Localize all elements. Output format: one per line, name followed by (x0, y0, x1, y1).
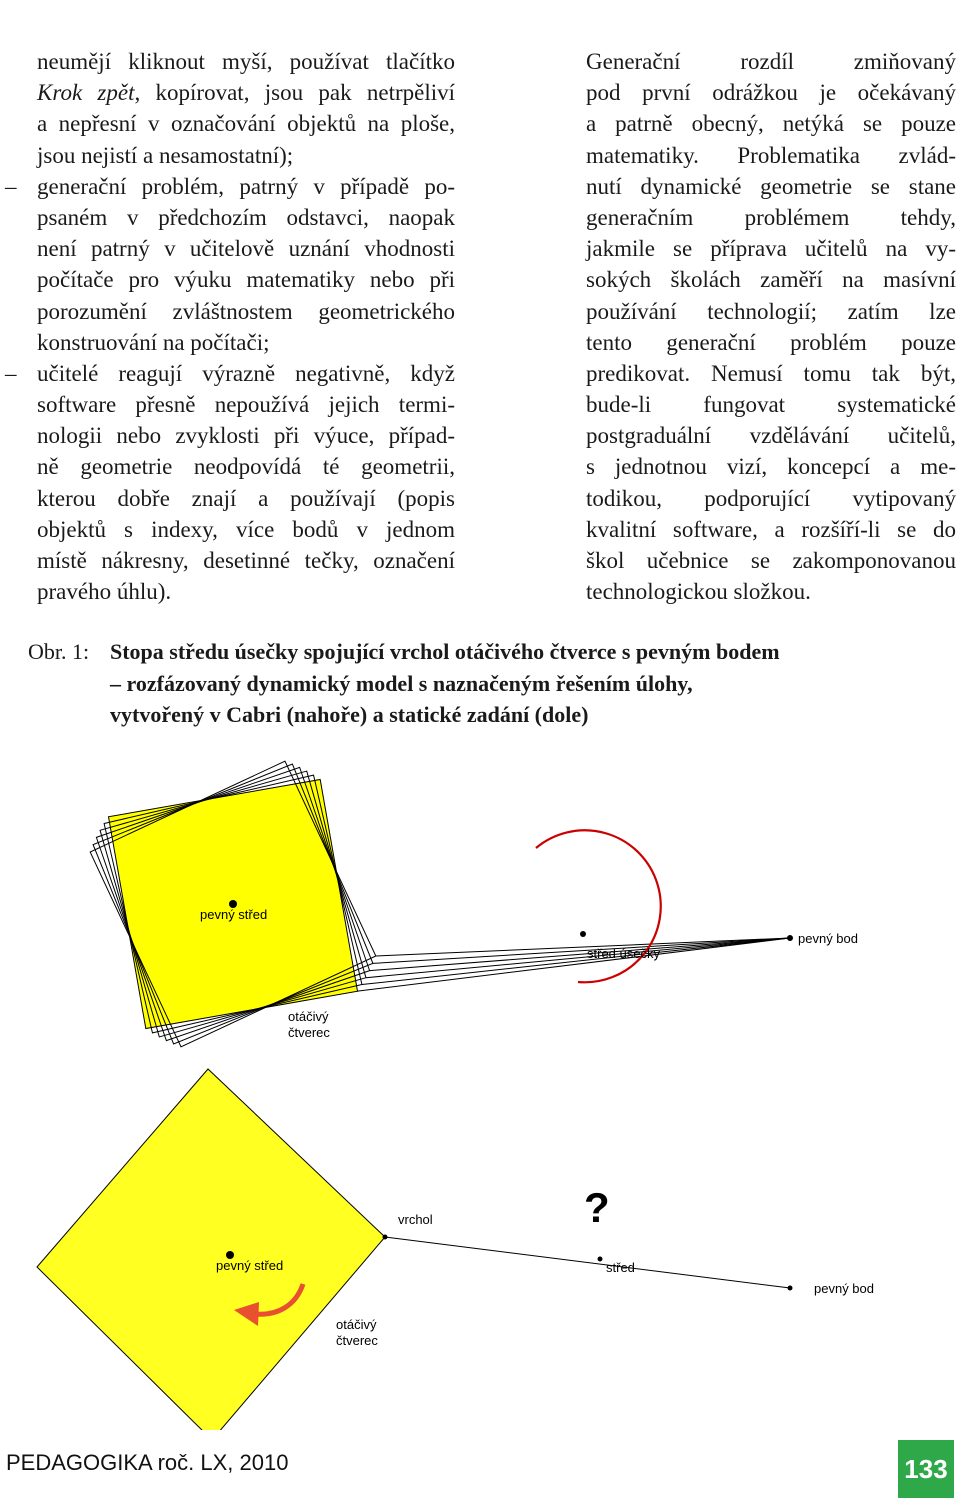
text-line: místě nákresny, desetinné tečky, označení (37, 548, 455, 573)
connecting-segment (366, 938, 790, 978)
text-line: sokých školách zaměří na masívní (586, 267, 956, 293)
text-line: psaném v předchozím odstavci, naopak (37, 204, 455, 230)
connecting-segment (358, 938, 790, 991)
text-line: jakmile se příprava učitelů na vy- (586, 236, 956, 262)
text-line: nologii nebo zvyklosti při výuce, případ- (37, 423, 455, 449)
label-rotating-square: čtverec (336, 1333, 378, 1348)
text-line: pravého úhlu). (37, 579, 172, 605)
text-line: a patrně obecný, netýká se pouze (586, 111, 956, 137)
midpoint (598, 1257, 603, 1262)
connecting-segments (358, 938, 790, 991)
text-line: učitelé reagují výrazně negativně, když (37, 360, 455, 386)
figure (0, 740, 960, 1430)
text-line: ně geometrie neodpovídá té geometrii, (37, 454, 455, 480)
label-fixed-center: pevný střed (200, 907, 268, 922)
left-column (5, 46, 455, 607)
bullet-item (5, 171, 455, 358)
label-midpoint: střed (606, 1260, 635, 1275)
caption-line: Stopa středu úsečky spojující vrchol otáčivého čtverce s pevným bodem (110, 639, 780, 664)
label-rotating-square: čtverec (288, 1025, 330, 1040)
text-line: konstruování na počítači; (37, 329, 270, 355)
label-vertex: vrchol (398, 1212, 433, 1227)
segment-vertex-fixed-point (385, 1237, 790, 1288)
text-line: s jednotnou vizí, koncepcí a me- (586, 454, 956, 480)
label-rotating-square: otáčivý (288, 1009, 329, 1024)
text-line: bude-li fungovat systematické (586, 392, 956, 418)
text-line: postgraduální vzdělávání učitelů, (586, 423, 956, 449)
connecting-segment (373, 938, 790, 963)
fixed-point (788, 1286, 793, 1291)
figure-top-dynamic-model (90, 761, 858, 1047)
text-line (37, 77, 455, 108)
caption-line: – rozfázovaný dynamický model s naznačeným řešením úlohy, (110, 670, 693, 696)
connecting-segment (362, 938, 790, 985)
text-line: používání technologií; zatím lze (586, 298, 956, 324)
text-line: počítače pro výuku matematiky nebo při (37, 267, 455, 293)
rotating-square (37, 1069, 385, 1430)
text-line: jsou nejistí a nesamostatní); (37, 142, 294, 168)
text-line: neumějí kliknout myší, používat tlačítko (37, 49, 455, 74)
text-line: pod první odrážkou je očekávaný (586, 80, 956, 106)
text-line: tento generační problém pouze (586, 329, 956, 355)
italic-term: Krok zpět (37, 80, 135, 106)
question-mark: ? (584, 1184, 610, 1231)
text-line: škol učebnice se zakomponovanou (586, 548, 956, 573)
text-line: nutí dynamické geometrie se stane (586, 173, 956, 199)
label-rotating-square: otáčivý (336, 1317, 377, 1332)
caption-label: Obr. 1: (28, 639, 90, 664)
text-line: kvalitní software, a rozšíří-li se do (586, 516, 956, 542)
bullet-item (5, 358, 455, 608)
text-line: predikovat. Nemusí tomu tak být, (586, 360, 956, 386)
label-segment-midpoint: střed úsečky (587, 946, 660, 961)
text-line: generační problém, patrný v případě po- (37, 173, 455, 199)
text-fragment: , kopírovat, jsou pak netrpěliví (134, 80, 455, 106)
figure-bottom-static-task (37, 1069, 874, 1430)
page-number-badge: 133 (898, 1440, 954, 1498)
journal-footer: PEDAGOGIKA roč. LX, 2010 (6, 1450, 289, 1475)
fixed-point (787, 935, 793, 941)
text-line: generačním problémem tehdy, (586, 204, 956, 230)
text-line: technologickou složkou. (586, 579, 811, 605)
label-fixed-point: pevný bod (814, 1281, 874, 1296)
right-column (586, 46, 956, 607)
text-line: kterou dobře znají a používají (popis (37, 485, 455, 511)
text-line: matematiky. Problematika zvlád- (586, 142, 956, 168)
text-line: a nepřesní v označování objektů na ploše, (37, 111, 455, 137)
text-line: objektů s indexy, více bodů v jednom (37, 516, 455, 542)
label-fixed-center: pevný střed (216, 1258, 284, 1273)
text-line: není patrný v učitelově uznání vhodnosti (37, 236, 455, 262)
connecting-segment (370, 938, 790, 971)
text-line: todikou, podporující vytipovaný (586, 485, 956, 511)
segment-midpoint (580, 931, 586, 937)
caption-line: vytvořený v Cabri (nahoře) a statické zadání (dole) (110, 702, 589, 727)
bullet-dash: – (5, 173, 17, 199)
caption-text (110, 636, 910, 731)
connecting-segment (376, 938, 790, 956)
bullet-dash: – (5, 360, 17, 386)
text-line: porozumění zvláštnostem geometrického (37, 298, 455, 324)
label-fixed-point: pevný bod (798, 931, 858, 946)
text-line: software přesně nepoužívá jejich termi- (37, 392, 455, 418)
vertex-point (383, 1235, 388, 1240)
text-line: Generační rozdíl zmiňovaný (586, 49, 956, 74)
